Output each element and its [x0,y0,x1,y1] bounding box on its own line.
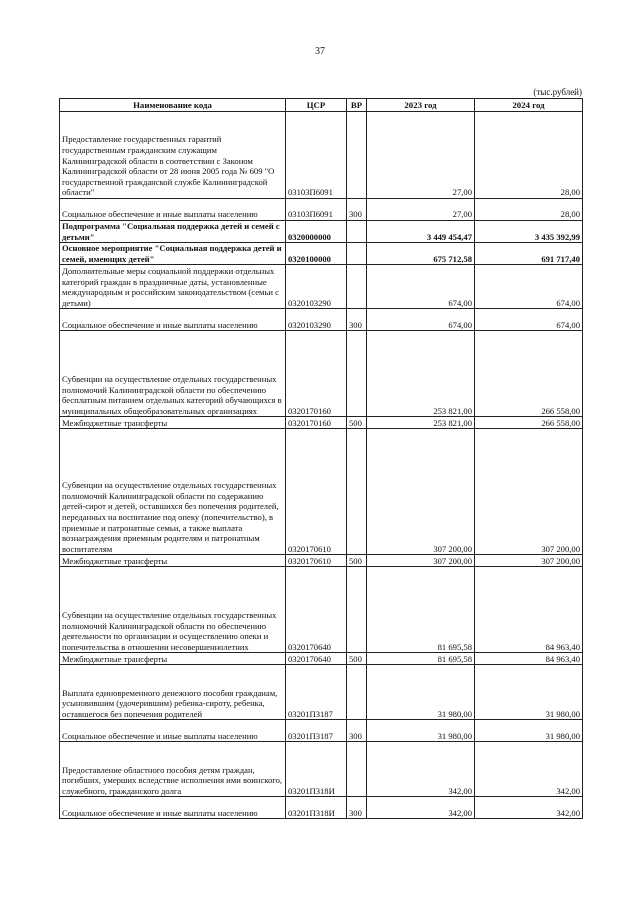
row-value-2024: 3 435 392,99 [475,221,583,243]
row-value-2024: 307 200,00 [475,555,583,567]
row-vr: 300 [347,199,367,221]
row-name: Предоставление государственных гарантий государственным гражданским служащим Калининградской области в соответствии с Законом Калининградской области от 28 июня 2005 года № 609 "О государственной гражданской службе Калининградской области" [60,112,286,199]
table-row [60,665,583,720]
units-label: (тыс.рублей) [533,87,582,97]
row-value-2023: 253 821,00 [367,417,475,429]
row-name: Дополнительные меры социальной поддержки отдельных категорий граждан в праздничные даты, установленные международным и российским законодательством (семьи с детьми) [60,265,286,309]
row-name: Основное мероприятие "Социальная поддержка детей и семей, имеющих детей" [60,243,286,265]
row-value-2024: 307 200,00 [475,429,583,555]
row-name: Предоставление областного пособия детям граждан, погибших, умерших вследствие исполнения ими воинского, служебного, гражданского долга [60,742,286,797]
table-row [60,567,583,653]
row-value-2023: 31 980,00 [367,665,475,720]
table-row [60,429,583,555]
row-vr [347,265,367,309]
row-value-2024: 266 558,00 [475,331,583,417]
row-name: Субвенции на осуществление отдельных государственных полномочий Калининградской области по содержанию детей-сирот и детей, оставшихся без попечения родителей, переданных на воспитание под опеку (попечительство), в приемные и патронатные семьи, а также выплата вознаграждения приемным родителям и патронатным воспитателям [60,429,286,555]
row-vr: 300 [347,797,367,819]
row-value-2023: 81 695,58 [367,653,475,665]
row-csr: 0320100000 [286,243,347,265]
row-value-2024: 691 717,40 [475,243,583,265]
row-name: Межбюджетные трансферты [60,653,286,665]
row-name: Социальное обеспечение и иные выплаты населению [60,797,286,819]
row-value-2024: 674,00 [475,309,583,331]
row-csr: 03201П3187 [286,665,347,720]
row-value-2023: 342,00 [367,797,475,819]
row-vr [347,112,367,199]
row-csr: 03201П318И [286,797,347,819]
row-csr: 0320000000 [286,221,347,243]
row-value-2024: 342,00 [475,797,583,819]
row-value-2023: 3 449 454,47 [367,221,475,243]
row-value-2024: 84 963,40 [475,567,583,653]
row-value-2024: 28,00 [475,199,583,221]
row-vr [347,665,367,720]
row-csr: 0320170610 [286,555,347,567]
row-value-2024: 84 963,40 [475,653,583,665]
table-row [60,417,583,429]
row-value-2023: 674,00 [367,309,475,331]
table-row [60,265,583,309]
row-vr [347,567,367,653]
header-2023: 2023 год [367,99,475,112]
row-value-2024: 342,00 [475,742,583,797]
row-value-2023: 307 200,00 [367,429,475,555]
row-value-2023: 27,00 [367,112,475,199]
row-name: Выплата единовременного денежного пособия гражданам, усыновившим (удочерившим) ребенка-сироту, ребенка, оставшегося без попечения родителей [60,665,286,720]
table-row [60,112,583,199]
row-vr: 500 [347,653,367,665]
row-value-2023: 307 200,00 [367,555,475,567]
row-vr [347,221,367,243]
row-vr [347,742,367,797]
table-row [60,331,583,417]
table-row [60,309,583,331]
table-header-row [60,99,583,112]
table-row [60,199,583,221]
row-name: Межбюджетные трансферты [60,555,286,567]
row-vr [347,243,367,265]
row-name: Социальное обеспечение и иные выплаты населению [60,199,286,221]
row-vr: 500 [347,555,367,567]
row-name: Субвенции на осуществление отдельных государственных полномочий Калининградской области по обеспечению деятельности по организации и осуществлению опеки и попечительства в отношении несовершеннолетних [60,567,286,653]
row-name: Межбюджетные трансферты [60,417,286,429]
table-row [60,243,583,265]
row-name: Социальное обеспечение и иные выплаты населению [60,720,286,742]
row-csr: 03103П6091 [286,112,347,199]
row-name: Субвенции на осуществление отдельных государственных полномочий Калининградской области по обеспечению бесплатным питанием отдельных категорий обучающихся в муниципальных общеобразовательных организациях [60,331,286,417]
row-vr [347,429,367,555]
row-csr: 03201П3187 [286,720,347,742]
row-vr: 500 [347,417,367,429]
row-value-2024: 674,00 [475,265,583,309]
header-csr: ЦСР [286,99,347,112]
header-2024: 2024 год [475,99,583,112]
row-value-2023: 27,00 [367,199,475,221]
table-row [60,221,583,243]
row-vr: 300 [347,720,367,742]
row-value-2024: 31 980,00 [475,665,583,720]
table-body [60,112,583,819]
budget-table [59,98,583,819]
row-value-2023: 253 821,00 [367,331,475,417]
row-csr: 03103П6091 [286,199,347,221]
row-value-2023: 675 712,58 [367,243,475,265]
table-row [60,720,583,742]
row-csr: 03201П318И [286,742,347,797]
header-vr: ВР [347,99,367,112]
row-value-2024: 266 558,00 [475,417,583,429]
row-vr: 300 [347,309,367,331]
table-row [60,653,583,665]
row-value-2024: 28,00 [475,112,583,199]
page-number: 37 [315,46,325,57]
row-value-2024: 31 980,00 [475,720,583,742]
table-row [60,797,583,819]
row-value-2023: 674,00 [367,265,475,309]
table-row [60,742,583,797]
row-csr: 0320170640 [286,653,347,665]
header-name: Наименование кода [60,99,286,112]
row-csr: 0320170160 [286,417,347,429]
row-csr: 0320170640 [286,567,347,653]
row-csr: 0320103290 [286,309,347,331]
table-row [60,555,583,567]
row-value-2023: 81 695,58 [367,567,475,653]
row-value-2023: 342,00 [367,742,475,797]
row-name: Подпрограмма "Социальная поддержка детей и семей с детьми" [60,221,286,243]
row-csr: 0320170610 [286,429,347,555]
row-value-2023: 31 980,00 [367,720,475,742]
row-csr: 0320170160 [286,331,347,417]
row-vr [347,331,367,417]
row-name: Социальное обеспечение и иные выплаты населению [60,309,286,331]
row-csr: 0320103290 [286,265,347,309]
